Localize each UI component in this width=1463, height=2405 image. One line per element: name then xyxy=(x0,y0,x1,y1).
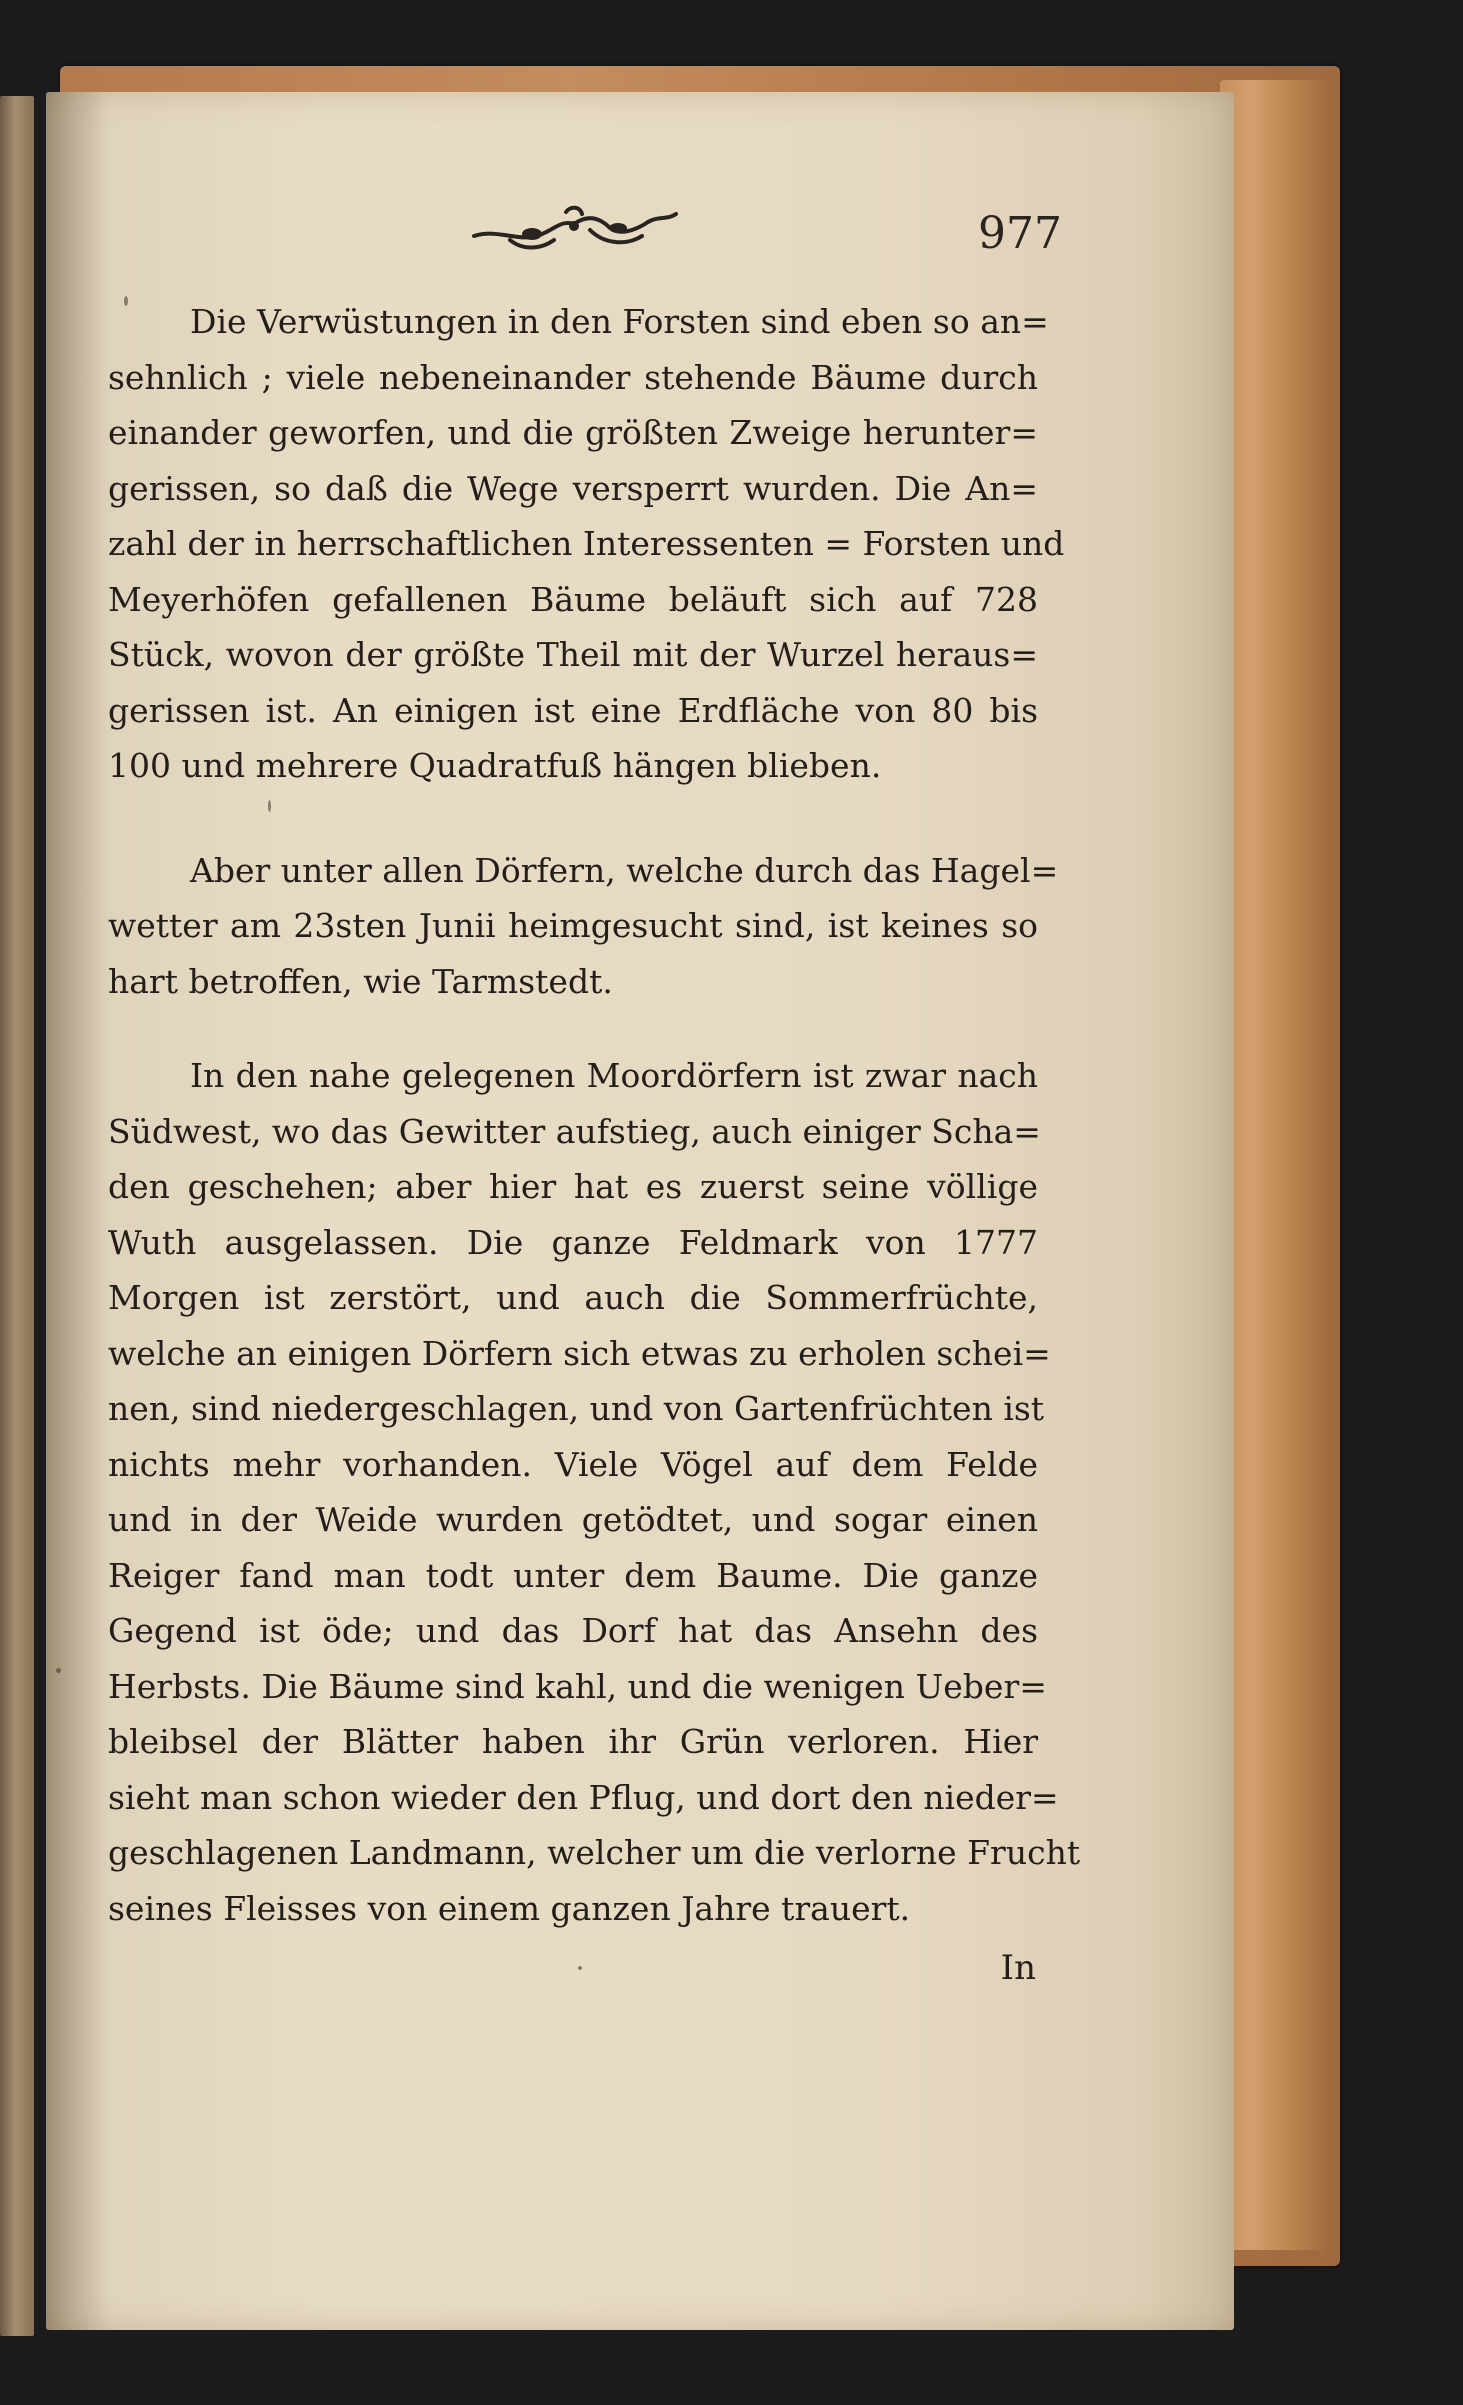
paragraph-moordoerfer xyxy=(108,1048,1081,1936)
text-line: sehnlich ; viele nebeneinander stehende Bäume durch xyxy=(108,357,1038,397)
previous-page-edge xyxy=(0,96,34,2336)
paper-speck xyxy=(268,800,271,812)
text-line: wetter am 23sten Junii heimgesucht sind, ist keines so xyxy=(108,906,1038,945)
text-line: 100 und mehrere Quadratfuß hängen blieben. xyxy=(108,746,882,785)
text-line: den geschehen; aber hier hat es zuerst seine völlige xyxy=(108,1167,1038,1206)
text-line: geschlagenen Landmann, welcher um die verlorne Frucht xyxy=(108,1833,1081,1872)
paper-speck xyxy=(124,296,128,306)
book-cover-edge xyxy=(1220,80,1326,2250)
text-line: Stück, wovon der größte Theil mit der Wurzel heraus= xyxy=(108,635,1038,674)
text-line: hart betroffen, wie Tarmstedt. xyxy=(108,961,613,1001)
text-line: gerissen, so daß die Wege versperrt wurden. Die An= xyxy=(108,468,1038,508)
text-line: seines Fleisses von einem ganzen Jahre trauert. xyxy=(108,1888,911,1928)
text-line: nichts mehr vorhanden. Viele Vögel auf dem Felde xyxy=(108,1444,1038,1484)
text-line: nen, sind niedergeschlagen, und von Gartenfrüchten ist xyxy=(108,1389,1045,1428)
text-line: Meyerhöfen gefallenen Bäume beläuft sich auf 728 xyxy=(108,579,1038,619)
text-line: Morgen ist zerstört, und auch die Sommerfrüchte, xyxy=(108,1278,1038,1317)
text-line: einander geworfen, und die größten Zweige herunter= xyxy=(108,413,1038,452)
text-line: Wuth ausgelassen. Die ganze Feldmark von 1777 xyxy=(108,1222,1038,1262)
text-line: sieht man schon wieder den Pflug, und dort den nieder= xyxy=(108,1777,1059,1817)
text-line: zahl der in herrschaftlichen Interessenten = Forsten und xyxy=(108,524,1065,563)
text-line: bleibsel der Blätter haben ihr Grün verloren. Hier xyxy=(108,1722,1038,1761)
text-line: und in der Weide wurden getödtet, und sogar einen xyxy=(108,1500,1038,1539)
page-number: 977 xyxy=(978,208,1062,259)
text-line: Aber unter allen Dörfern, welche durch das Hagel= xyxy=(190,850,1059,890)
text-line: Herbsts. Die Bäume sind kahl, und die wenigen Ueber= xyxy=(108,1666,1047,1706)
text-line: Reiger fand man todt unter dem Baume. Die ganze xyxy=(108,1555,1038,1595)
text-line: welche an einigen Dörfern sich etwas zu erholen schei= xyxy=(108,1333,1051,1373)
paper-speck xyxy=(578,1966,582,1970)
paper-speck xyxy=(56,1668,61,1673)
paragraph-tarmstedt xyxy=(108,843,1059,1010)
text-line: Gegend ist öde; und das Dorf hat das Ansehn des xyxy=(108,1611,1038,1650)
text-line: In den nahe gelegenen Moordörfern ist zwar nach xyxy=(190,1056,1038,1095)
text-line: gerissen ist. An einigen ist eine Erdfläche von 80 bis xyxy=(108,690,1038,730)
decorative-flourish-icon xyxy=(470,200,680,258)
gutter-shadow xyxy=(46,92,106,2330)
catchword: In xyxy=(1000,1948,1036,1988)
text-line: Südwest, wo das Gewitter aufstieg, auch einiger Scha= xyxy=(108,1111,1041,1151)
paragraph-forests xyxy=(108,294,1065,794)
body-text xyxy=(108,294,1081,1936)
text-line: Die Verwüstungen in den Forsten sind eben so an= xyxy=(190,302,1049,341)
